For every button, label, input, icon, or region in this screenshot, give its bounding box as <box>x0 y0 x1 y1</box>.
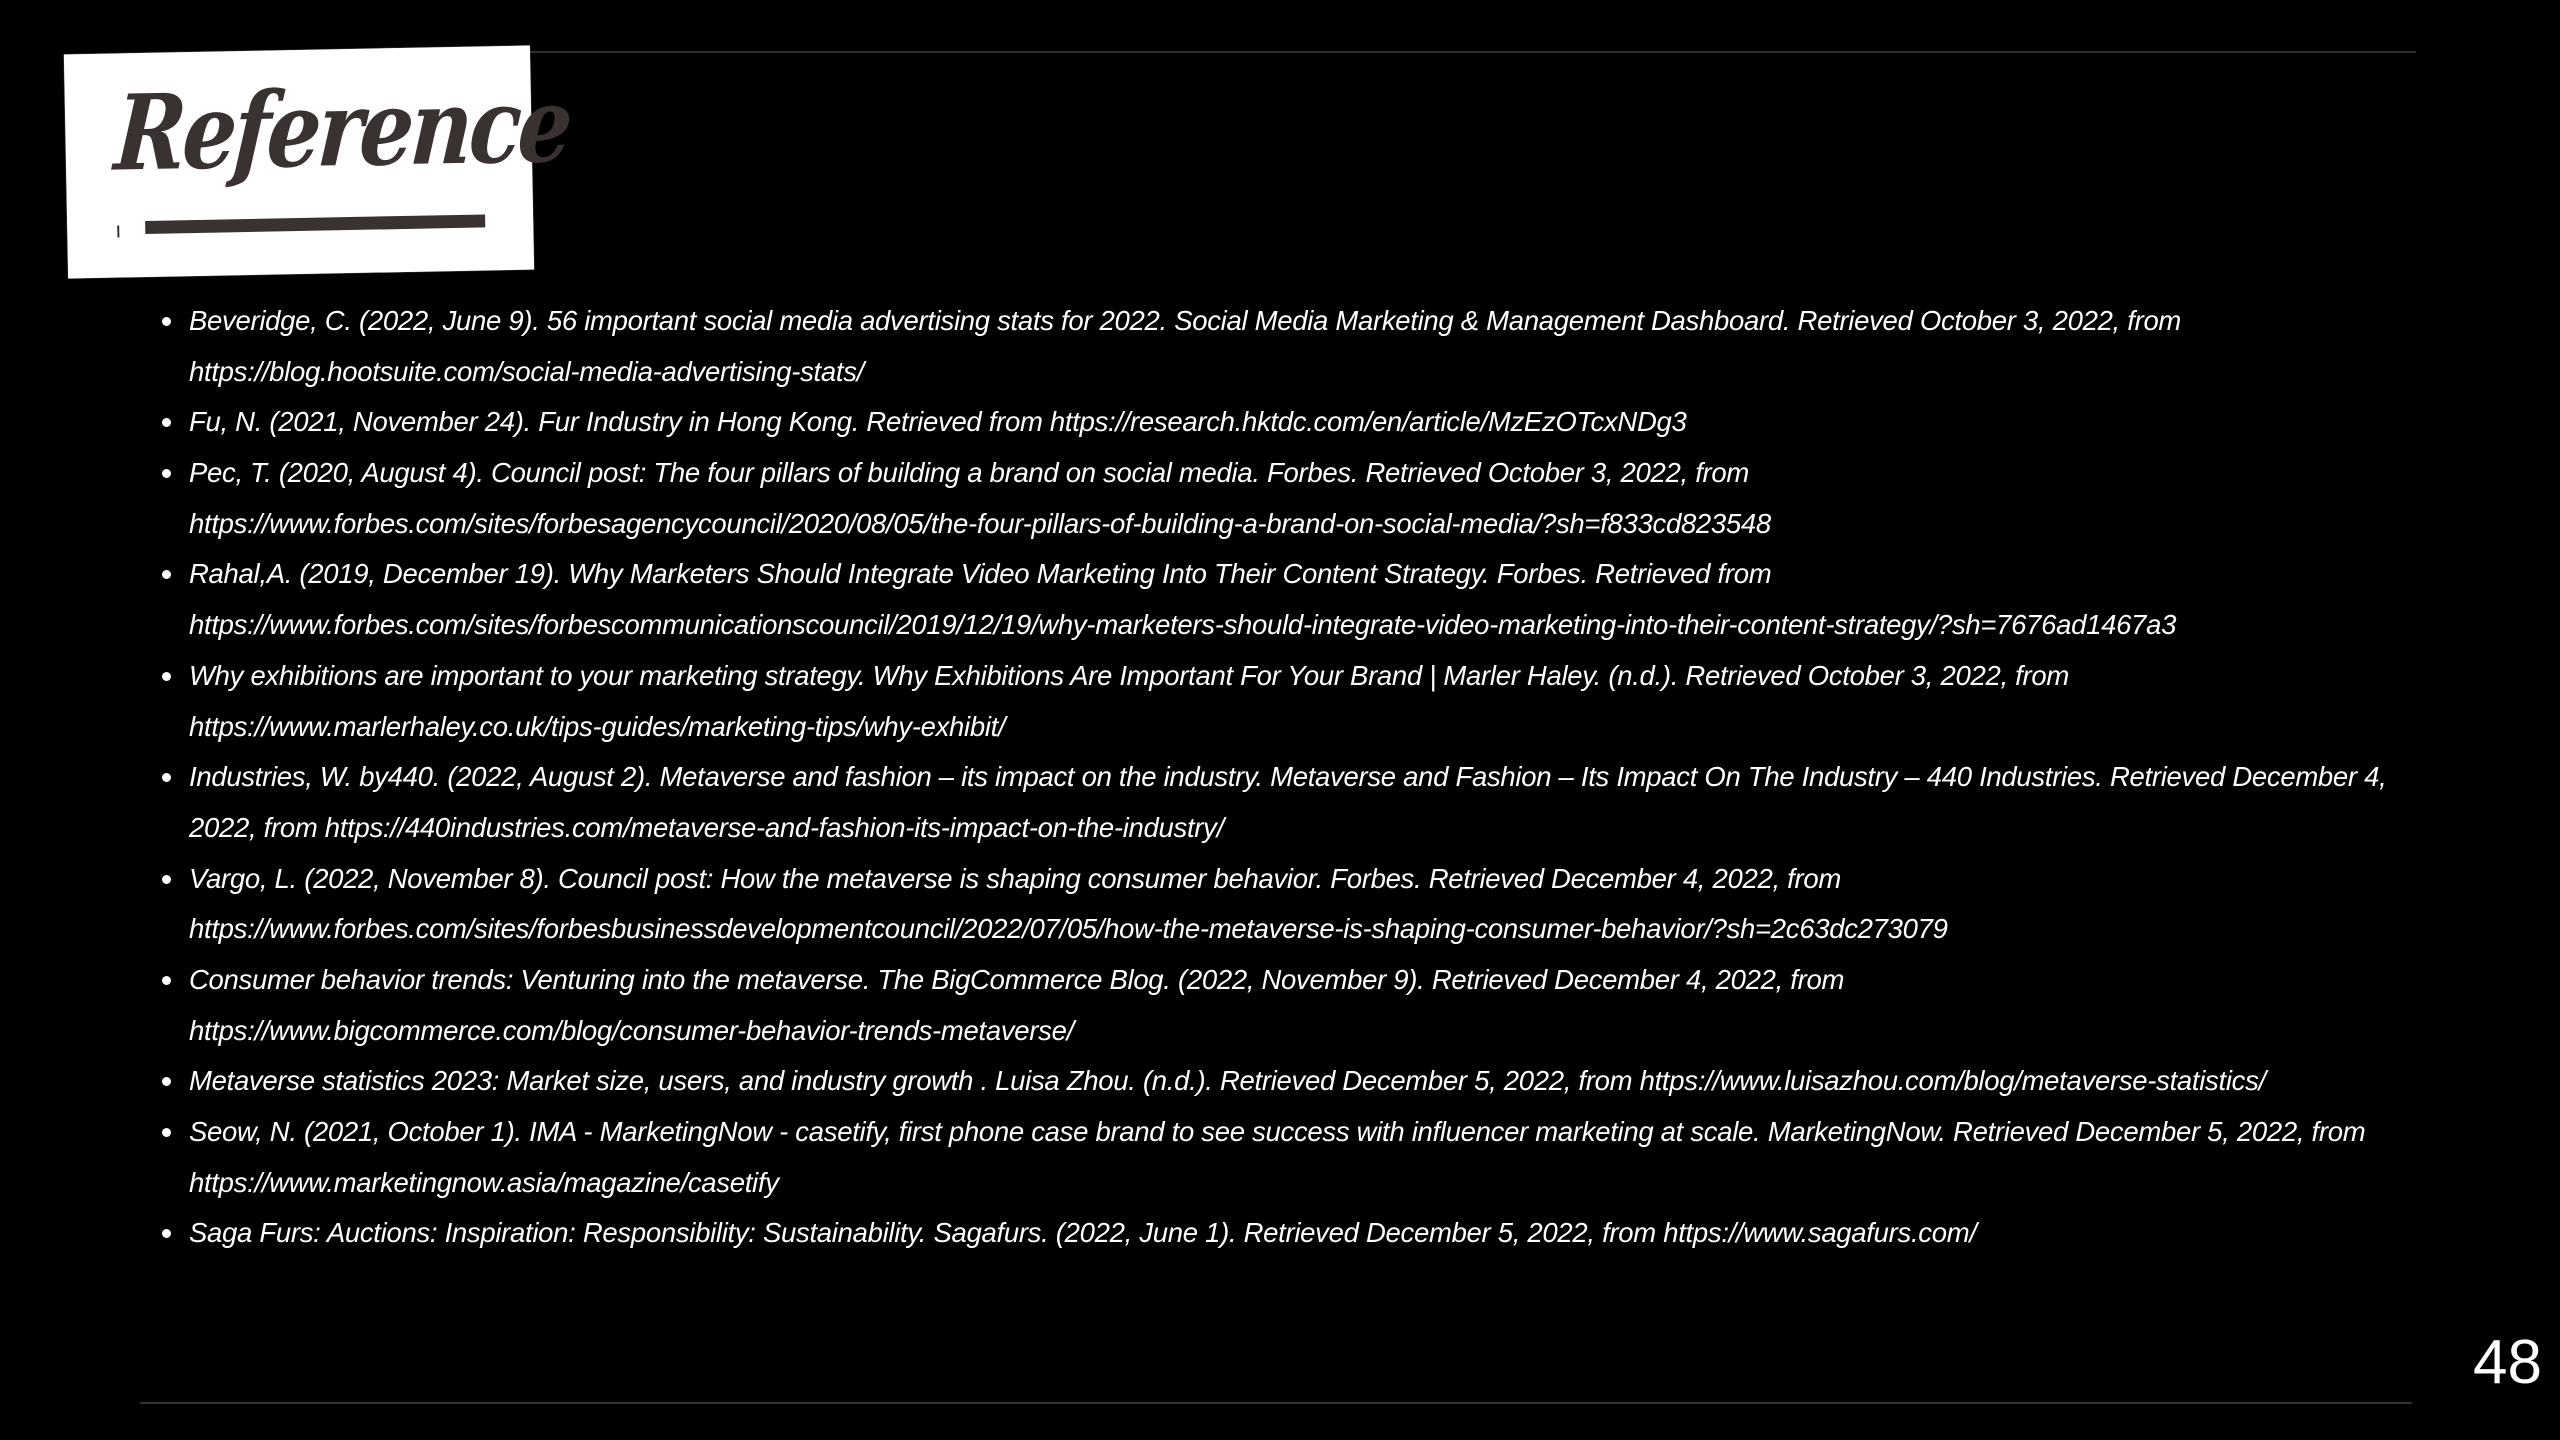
reference-url[interactable]: https://www.forbes.com/sites/forbescommunicationscouncil/2019/12/19/why-marketers-should-integrate-video-marketing-into-their-content-strategy/?sh=7676ad1467a3 <box>189 609 2177 641</box>
bullet-icon <box>162 1128 171 1137</box>
reference-text: Vargo, L. (2022, November 8). Council post: How the metaverse is shaping consumer behavior. Forbes. Retrieved December 4, 2022, from <box>189 862 1841 894</box>
reference-item <box>160 296 2386 397</box>
reference-item <box>160 1107 2386 1208</box>
reference-url[interactable]: https://www.forbes.com/sites/forbesbusinessdevelopmentcouncil/2022/07/05/how-the-metaverse-is-shaping-consumer-behavior/?sh=2c63dc273079 <box>189 913 1948 945</box>
bullet-icon <box>162 875 171 884</box>
reference-list <box>160 296 2386 1259</box>
reference-item <box>160 549 2386 650</box>
bullet-icon <box>162 1229 171 1238</box>
bottom-divider-line <box>140 1402 2412 1404</box>
reference-text: Why exhibitions are important to your marketing strategy. Why Exhibitions Are Important For Your Brand | Marler Haley. (n.d.). Retrieved October 3, 2022, from <box>189 659 2069 691</box>
reference-url[interactable]: 2022, from https://440industries.com/metaverse-and-fashion-its-impact-on-the-industry/ <box>189 811 1224 843</box>
bullet-icon <box>162 418 171 427</box>
reference-item <box>160 854 2386 955</box>
reference-text: Saga Furs: Auctions: Inspiration: Responsibility: Sustainability. Sagafurs. (2022, June 1). Retrieved December 5, 2022, from https://www.sagafurs.com/ <box>189 1217 1977 1249</box>
bullet-icon <box>162 1077 171 1086</box>
reference-text: Industries, W. by440. (2022, August 2). Metaverse and fashion – its impact on the industry. Metaverse and Fashion – Its Impact On The Industry – 440 Industries. Retrieved December 4, <box>189 761 2387 793</box>
reference-url[interactable]: https://www.marlerhaley.co.uk/tips-guides/marketing-tips/why-exhibit/ <box>189 710 1006 742</box>
top-divider-line <box>480 51 2416 53</box>
reference-item <box>160 448 2386 549</box>
reference-text: Fu, N. (2021, November 24). Fur Industry in Hong Kong. Retrieved from https://research.hktdc.com/en/article/MzEzOTcxNDg3 <box>189 406 1687 438</box>
reference-text: Rahal,A. (2019, December 19). Why Marketers Should Integrate Video Marketing Into Their Content Strategy. Forbes. Retrieved from <box>189 558 1772 590</box>
reference-item <box>160 651 2386 752</box>
bullet-icon <box>162 469 171 478</box>
reference-url[interactable]: https://www.forbes.com/sites/forbesagencycouncil/2020/08/05/the-four-pillars-of-building-a-brand-on-social-media/?sh=f833cd823548 <box>189 507 1771 539</box>
reference-item <box>160 1056 2386 1107</box>
bullet-icon <box>162 773 171 782</box>
reference-text: Metaverse statistics 2023: Market size, users, and industry growth . Luisa Zhou. (n.d.). Retrieved December 5, 2022, from https://www.luisazhou.com/blog/metaverse-statistics/ <box>189 1065 2266 1097</box>
reference-url[interactable]: https://www.bigcommerce.com/blog/consumer-behavior-trends-metaverse/ <box>189 1014 1074 1046</box>
reference-item <box>160 397 2386 448</box>
title-underline <box>145 214 485 234</box>
reference-text: Consumer behavior trends: Venturing into the metaverse. The BigCommerce Blog. (2022, November 9). Retrieved December 4, 2022, from <box>189 963 1845 995</box>
title-decoration-tick <box>117 225 119 237</box>
page-title: Reference <box>111 62 574 195</box>
bullet-icon <box>162 672 171 681</box>
reference-text: Seow, N. (2021, October 1). IMA - MarketingNow - casetify, first phone case brand to see success with influencer marketing at scale. MarketingNow. Retrieved December 5, 2022, from <box>189 1116 2366 1147</box>
reference-item <box>160 752 2386 853</box>
page-number: 48 <box>2473 1328 2542 1397</box>
reference-url[interactable]: https://blog.hootsuite.com/social-media-advertising-stats/ <box>189 355 865 387</box>
reference-text: Pec, T. (2020, August 4). Council post: The four pillars of building a brand on social media. Forbes. Retrieved October 3, 2022, from <box>189 457 1750 489</box>
title-card <box>64 46 574 279</box>
bullet-icon <box>162 570 171 579</box>
reference-item <box>160 1208 2386 1259</box>
bullet-icon <box>162 317 171 326</box>
bullet-icon <box>162 976 171 985</box>
reference-url[interactable]: https://www.marketingnow.asia/magazine/casetify <box>189 1166 779 1198</box>
reference-item <box>160 955 2386 1056</box>
reference-text: Beveridge, C. (2022, June 9). 56 important social media advertising stats for 2022. Social Media Marketing & Management Dashboard. Retrieved October 3, 2022, from <box>189 305 2182 336</box>
